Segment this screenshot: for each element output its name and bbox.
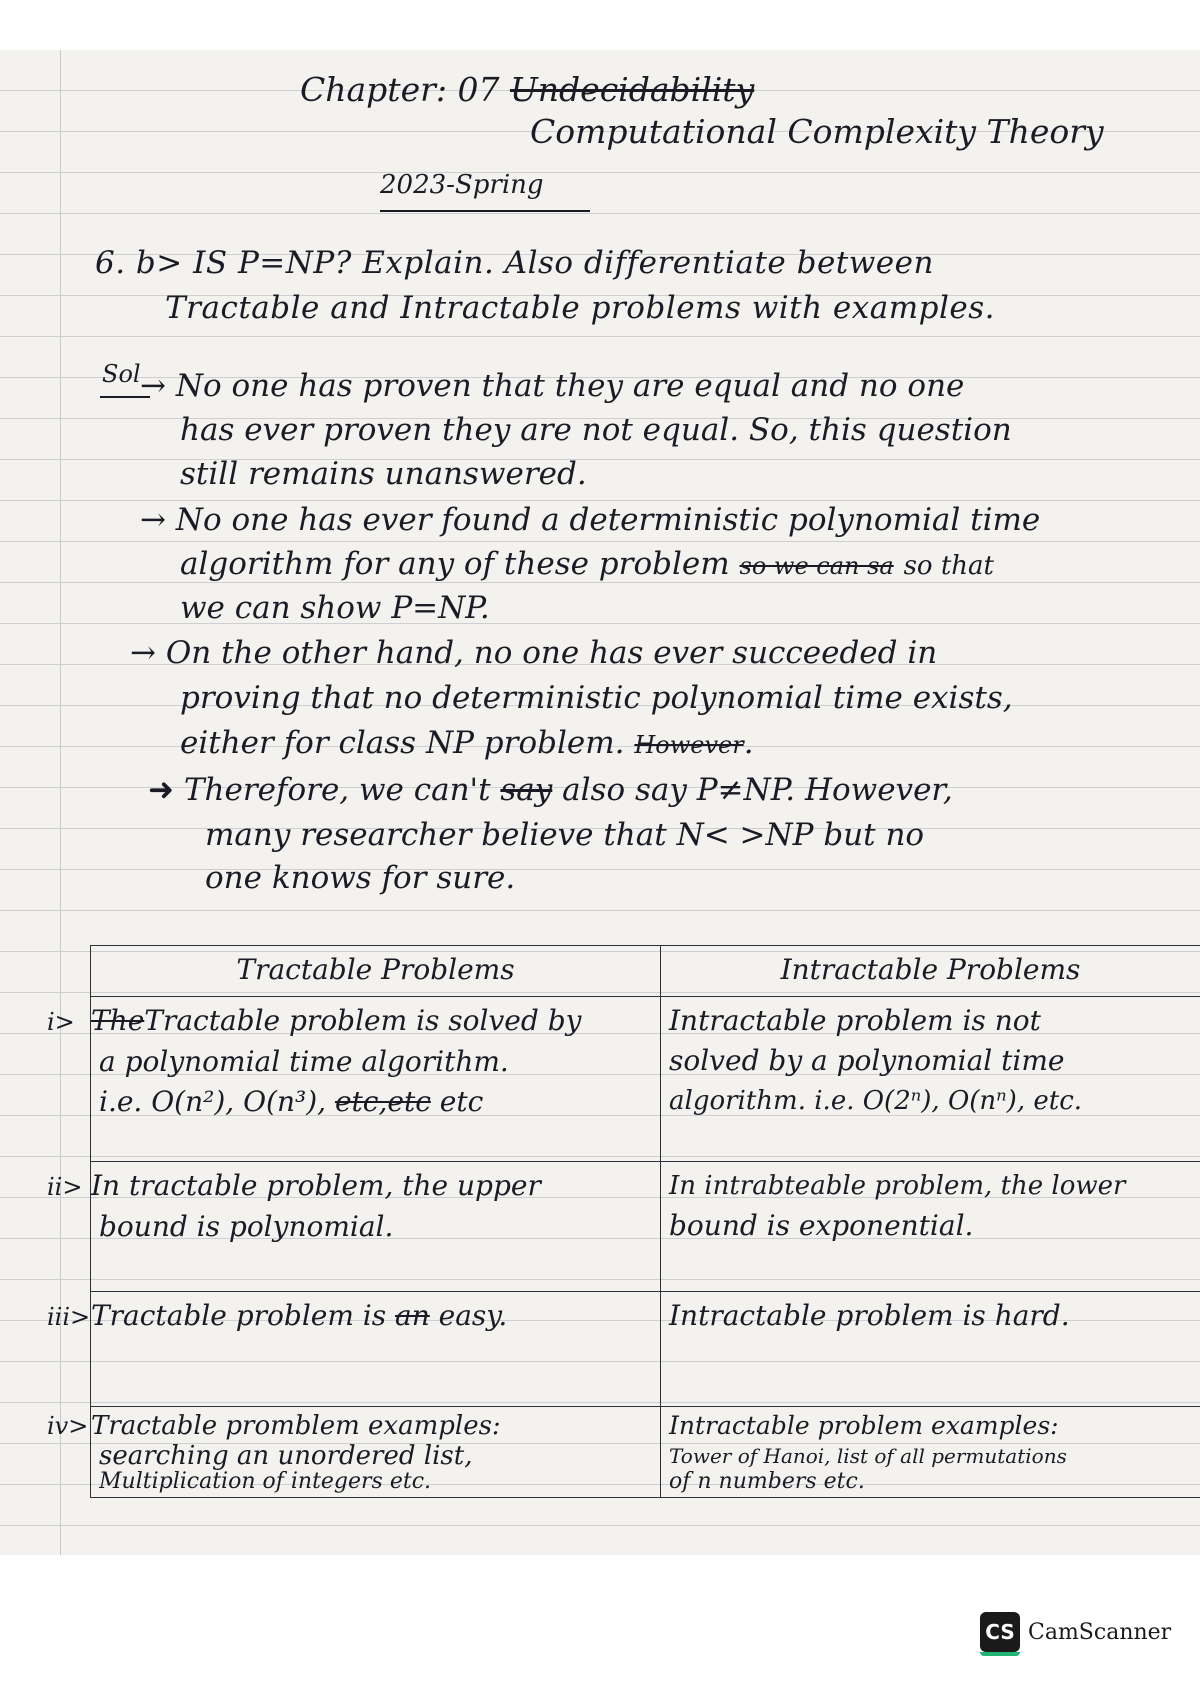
bullet-3-text-3: either for class NP problem. <box>180 725 625 761</box>
bullet-2-line-3: we can show P=NP. <box>180 590 490 626</box>
row-1-intractable <box>661 997 1200 1162</box>
row-2-left-line-2: bound is polynomial. <box>99 1210 394 1243</box>
bullet-2-text-2-end: so that <box>903 551 994 581</box>
semester-underline <box>380 210 590 212</box>
question-text-1: IS P=NP? Explain. Also differentiate between <box>193 245 934 281</box>
bullet-1-line-2: has ever proven they are not equal. So, this question <box>180 412 1012 448</box>
row-2-intractable <box>661 1162 1200 1292</box>
bullet-3-line-1 <box>130 635 937 671</box>
camscanner-watermark <box>980 1612 1171 1652</box>
chapter-label: Chapter: 07 <box>300 70 500 109</box>
bullet-4-line-1 <box>148 772 953 808</box>
question-number: 6. b> <box>95 245 183 281</box>
row-4-right-line-2: Tower of Hanoi, list of all permutations <box>669 1444 1067 1468</box>
bullet-2-line-2 <box>180 546 994 582</box>
bullet-1-line-1 <box>140 368 964 404</box>
bullet-2-text-1: No one has ever found a deterministic polynomial time <box>175 502 1041 538</box>
row-4-tractable <box>47 1407 661 1498</box>
row-1-left-line-1: Tractable problem is solved by <box>144 1004 582 1037</box>
struck-text: However <box>634 731 744 759</box>
comparison-table <box>47 945 1200 1498</box>
row-1-tractable <box>47 997 661 1162</box>
row-3-right-line-1: Intractable problem is hard. <box>669 1299 1070 1332</box>
header-intractable: Intractable Problems <box>661 946 1200 997</box>
row-2-right-line-1: In intrabteable problem, the lower <box>669 1171 1126 1201</box>
chapter-heading <box>300 70 754 109</box>
table-row <box>91 1292 1200 1407</box>
struck-text: an <box>395 1299 430 1332</box>
struck-text: so we can sa <box>739 552 894 580</box>
row-number: iv> <box>47 1412 89 1440</box>
bullet-3-line-2: proving that no deterministic polynomial time exists, <box>180 680 1013 716</box>
row-2-left-line-1: In tractable problem, the upper <box>91 1169 541 1202</box>
camscanner-text: CamScanner <box>1028 1619 1172 1645</box>
row-4-left-line-2: searching an unordered list, <box>99 1441 473 1471</box>
row-number: ii> <box>47 1173 83 1201</box>
arrow-icon: → <box>140 368 166 404</box>
bullet-2-line-1 <box>140 502 1040 538</box>
bullet-4-line-3: one knows for sure. <box>205 860 516 896</box>
arrow-icon: → <box>140 502 166 538</box>
struck-text: The <box>91 1004 145 1037</box>
table-header-row <box>91 946 1200 997</box>
row-1-right-line-2: solved by a polynomial time <box>669 1044 1065 1077</box>
struck-text: say <box>500 772 553 808</box>
table-row <box>91 1162 1200 1292</box>
bullet-3-line-3 <box>180 725 754 761</box>
chapter-title: Computational Complexity Theory <box>530 112 1104 151</box>
arrow-icon: → <box>130 635 156 671</box>
row-2-right-line-2: bound is exponential. <box>669 1209 974 1242</box>
question-line-1 <box>95 245 934 281</box>
table-row <box>91 1407 1200 1498</box>
row-4-intractable <box>661 1407 1200 1498</box>
row-1-right-line-1: Intractable problem is not <box>669 1004 1041 1037</box>
row-1-left-line-3: i.e. O(n²), O(n³), <box>99 1085 327 1118</box>
bullet-3-text-1: On the other hand, no one has ever succeeded in <box>165 635 938 671</box>
table-row <box>91 997 1200 1162</box>
row-2-tractable <box>47 1162 661 1292</box>
row-4-left-line-1: Tractable promblem examples: <box>91 1411 501 1441</box>
header-tractable: Tractable Problems <box>91 946 661 997</box>
row-4-right-line-3: of n numbers etc. <box>669 1471 865 1493</box>
question-line-2: Tractable and Intractable problems with examples. <box>165 290 996 326</box>
row-3-left-end: easy. <box>438 1299 508 1332</box>
row-number: iii> <box>47 1303 91 1331</box>
row-4-right-line-1: Intractable problem examples: <box>669 1411 1059 1440</box>
arrow-icon: ➜ <box>148 772 174 808</box>
struck-text: etc,etc <box>334 1085 431 1118</box>
bullet-2-text-2: algorithm for any of these problem <box>180 546 730 582</box>
bullet-3-end: . <box>743 725 754 761</box>
row-4-left-line-3: Multiplication of integers etc. <box>99 1471 432 1493</box>
bullet-4-text-1: Therefore, we can't <box>183 772 491 808</box>
row-1-left-end: etc <box>439 1085 484 1118</box>
bullet-4-text-1-end: also say P≠NP. However, <box>562 772 953 808</box>
row-1-left-line-2: a polynomial time algorithm. <box>99 1045 509 1078</box>
struck-title: Undecidability <box>509 70 755 109</box>
solution-label: Sol <box>102 360 141 388</box>
bullet-1-line-3: still remains unanswered. <box>180 456 587 492</box>
semester-label: 2023-Spring <box>380 170 544 200</box>
camscanner-logo-icon: CS <box>980 1612 1020 1652</box>
row-3-left-text: Tractable problem is <box>91 1299 387 1332</box>
bullet-1-text-1: No one has proven that they are equal and no one <box>175 368 965 404</box>
row-1-right-line-3: algorithm. i.e. O(2ⁿ), O(nⁿ), etc. <box>669 1086 1083 1116</box>
bullet-4-line-2: many researcher believe that N< >NP but no <box>205 817 925 853</box>
row-number: i> <box>47 1008 75 1036</box>
row-3-intractable <box>661 1292 1200 1407</box>
row-3-tractable <box>47 1292 661 1407</box>
